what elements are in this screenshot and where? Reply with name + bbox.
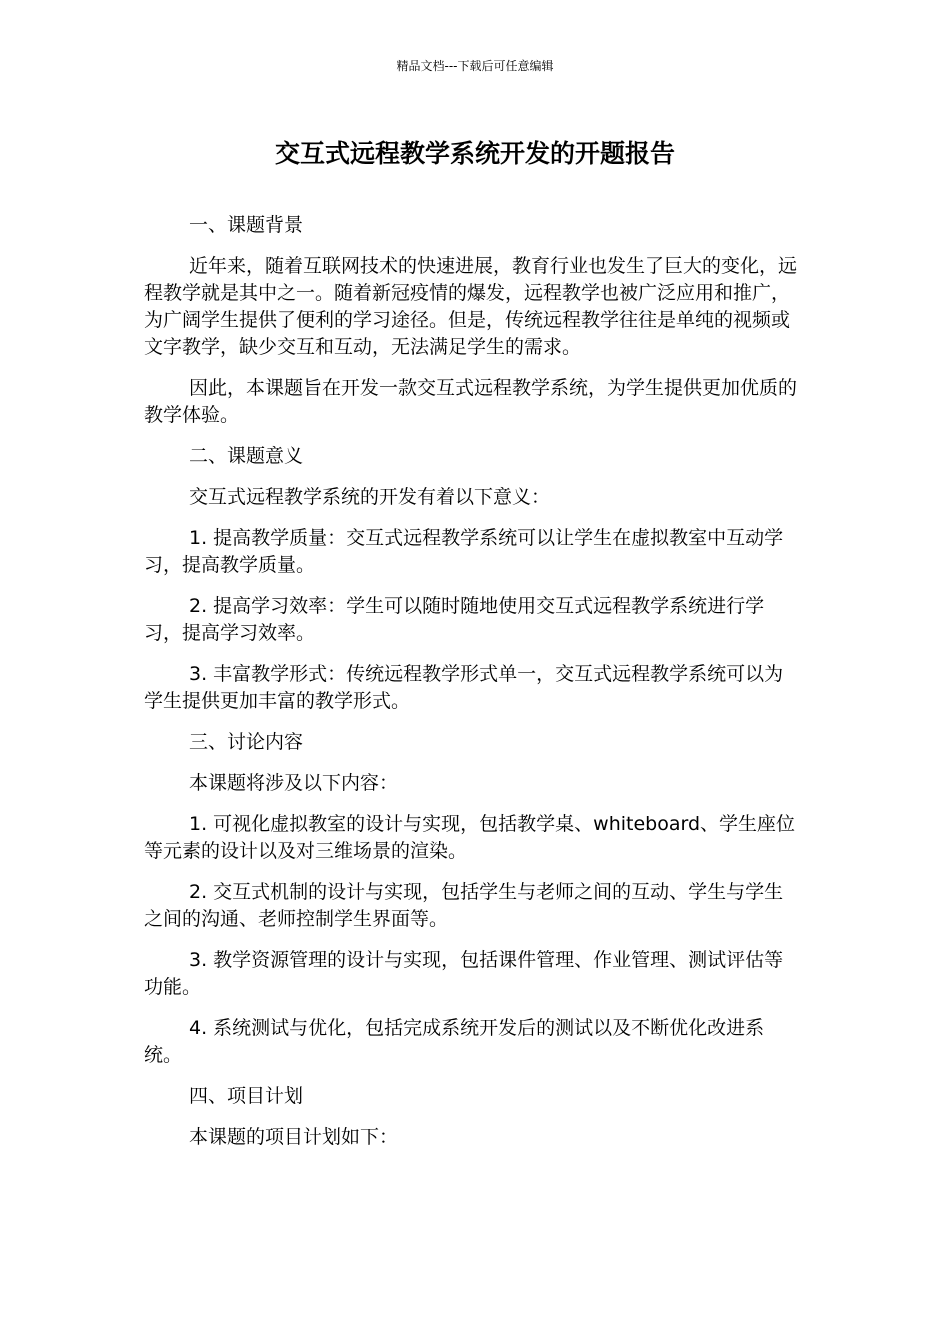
paragraph-background-2: 因此，本课题旨在开发一款交互式远程教学系统，为学生提供更加优质的教学体验。: [144, 377, 798, 426]
paragraph-content-intro: 本课题将涉及以下内容：: [189, 772, 399, 794]
document-title: 交互式远程教学系统开发的开题报告: [274, 139, 675, 168]
section-heading-content: 三、讨论内容: [189, 731, 304, 753]
list-item-significance-1: 1. 提高教学质量：交互式远程教学系统可以让学生在虚拟教室中互动学习，提高教学质量。: [144, 527, 784, 576]
list-item-content-3: 3. 教学资源管理的设计与实现，包括课件管理、作业管理、测试评估等功能。: [144, 949, 784, 998]
list-item-significance-3: 3. 丰富教学形式：传统远程教学形式单一，交互式远程教学系统可以为学生提供更加丰富的教学形式。: [144, 663, 784, 712]
document-body: [144, 212, 800, 1165]
section-heading-plan: 四、项目计划: [189, 1085, 304, 1107]
section-heading-background: 一、课题背景: [189, 214, 304, 236]
section-heading-significance: 二、课题意义: [189, 445, 304, 467]
list-item-content-1: 1. 可视化虚拟教室的设计与实现，包括教学桌、whiteboard、学生座位等元素的设计以及对三维场景的渲染。: [144, 813, 796, 862]
list-item-significance-2: 2. 提高学习效率：学生可以随时随地使用交互式远程教学系统进行学习，提高学习效率。: [144, 595, 765, 644]
paragraph-significance-intro: 交互式远程教学系统的开发有着以下意义：: [189, 486, 551, 508]
list-item-content-2: 2. 交互式机制的设计与实现，包括学生与老师之间的互动、学生与学生之间的沟通、老师控制学生界面等。: [144, 881, 784, 930]
list-item-content-4: 4. 系统测试与优化，包括完成系统开发后的测试以及不断优化改进系统。: [144, 1017, 765, 1066]
paragraph-plan-intro: 本课题的项目计划如下：: [189, 1126, 399, 1148]
paragraph-background-1: 近年来，随着互联网技术的快速进展，教育行业也发生了巨大的变化，远程教学就是其中之一。随着新冠疫情的爆发，远程教学也被广泛应用和推广，为广阔学生提供了便利的学习途径。但是，传统远程教学往往是单纯的视频或文字教学，缺少交互和互动，无法满足学生的需求。: [144, 255, 798, 358]
header-note: 精品文档---下载后可任意编辑: [396, 59, 554, 73]
